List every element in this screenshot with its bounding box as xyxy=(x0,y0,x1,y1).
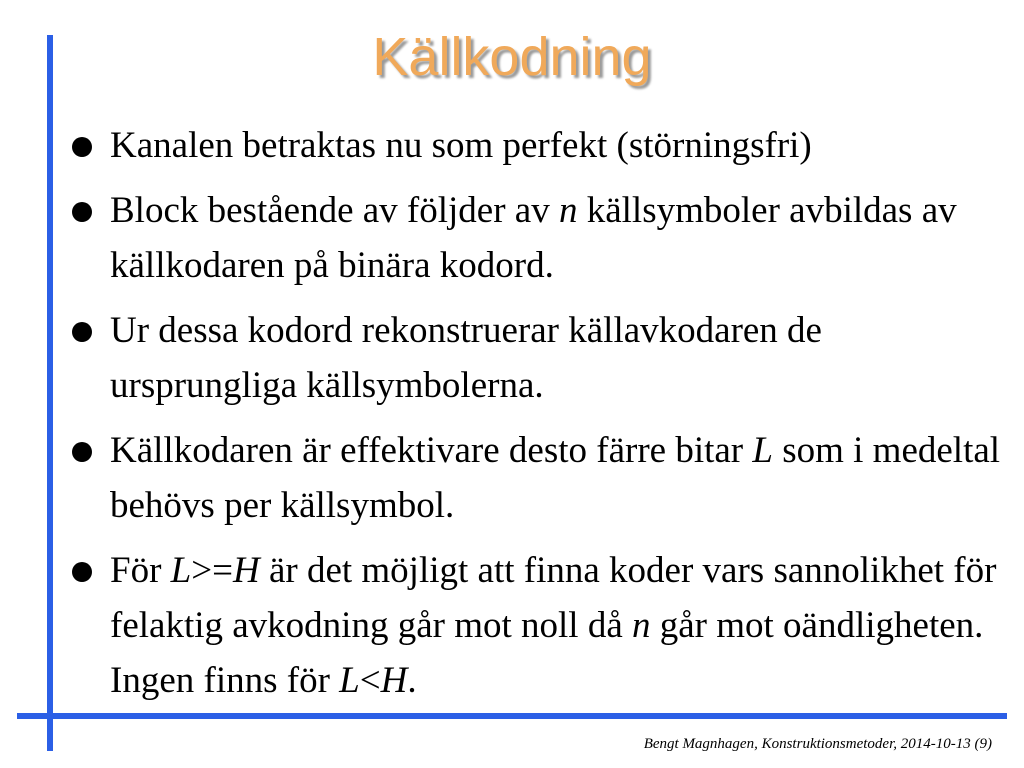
bullet-item xyxy=(68,543,1013,708)
bullet-text-run: Block bestående av följder av xyxy=(110,190,559,231)
bullet-text xyxy=(110,125,812,166)
bullet-variable: n xyxy=(632,605,651,646)
bullet-text-run: källsymboler avbildas av källkodaren på binära kodord. xyxy=(110,190,957,286)
bullet-dot-icon xyxy=(72,562,92,582)
bullet-item xyxy=(68,303,1013,413)
slide-title: Källkodning xyxy=(372,27,652,87)
bullet-text-run: Kanalen betraktas nu som perfekt (störningsfri) xyxy=(110,125,812,166)
bullet-list xyxy=(68,118,1013,718)
bullet-text-run: < xyxy=(359,660,381,701)
bullet-variable: H xyxy=(380,660,408,701)
bullet-text xyxy=(110,190,957,286)
bullet-text xyxy=(110,430,1000,526)
slide-footer: Bengt Magnhagen, Konstruktionsmetoder, 2014-10-13 (9) xyxy=(643,736,992,752)
bullet-text-run: som i medeltal behövs per källsymbol. xyxy=(110,430,1001,526)
vertical-rule-line xyxy=(47,35,53,751)
bullet-dot-icon xyxy=(72,137,92,157)
bullet-variable: L xyxy=(170,550,192,591)
bullet-text-run: är det möjligt att finna koder vars sannolikhet för felaktig avkodning går mot noll då xyxy=(110,550,997,646)
bullet-variable: L xyxy=(339,660,360,701)
bullet-text-run: För xyxy=(110,550,171,591)
bullet-text-run: Ur dessa kodord rekonstruerar källavkodaren de ursprungliga källsymbolerna. xyxy=(110,310,822,406)
bullet-text-run: >= xyxy=(191,550,233,591)
bullet-text-run: Källkodaren är effektivare desto färre bitar xyxy=(110,430,753,471)
bullet-variable: n xyxy=(558,190,578,231)
bullet-text-run: . xyxy=(407,660,417,701)
bullet-variable: L xyxy=(752,430,773,471)
bullet-item xyxy=(68,118,1013,173)
bullet-item xyxy=(68,183,1013,293)
bullet-text xyxy=(110,310,822,406)
bullet-variable: H xyxy=(232,550,260,591)
bullet-dot-icon xyxy=(72,322,92,342)
bullet-item xyxy=(68,423,1013,533)
bullet-text-run: går mot oändligheten. Ingen finns för xyxy=(110,605,984,701)
bullet-dot-icon xyxy=(72,442,92,462)
bullet-text xyxy=(110,550,996,701)
bullet-dot-icon xyxy=(72,202,92,222)
